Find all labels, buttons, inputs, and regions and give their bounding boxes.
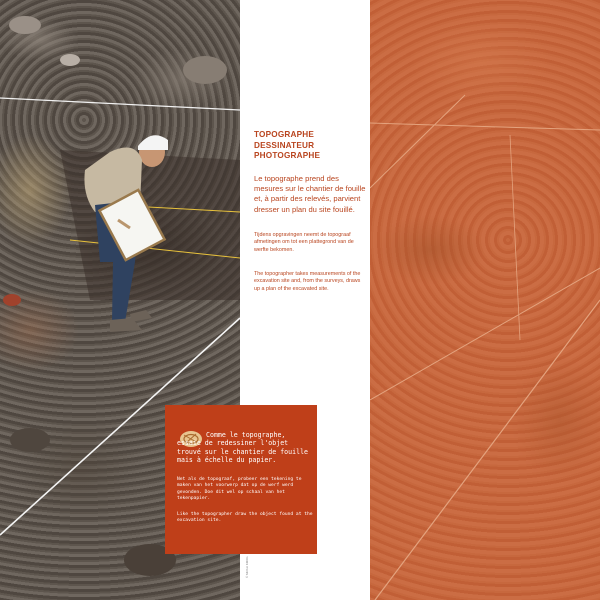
orange-texture-panel [370, 0, 600, 600]
survey-lines-decoration [370, 0, 600, 600]
activity-text-fr: Comme le topographe, essaie de redessiner l'objet trouvé sur le chantier de fouille mais à échelle du papier. [177, 431, 309, 465]
page-title: TOPOGRAPHE DESSINATEUR PHOTOGRAPHE [254, 130, 321, 160]
activity-box [165, 405, 317, 554]
activity-text-nl: Net als de topograaf, probeer een tekening te maken van het voorwerp dat op de werf werd gevonden. Doe dit wel op schaal van het tekenpapier. [177, 477, 302, 501]
description-en: The topographer takes measurements of the excavation site and, from the surveys, draws up a plan of the excavated site. [254, 271, 361, 292]
activity-text-en: Like the topographer draw the object found at the excavation site. [177, 512, 313, 524]
photo-credit: © MRAH KMKG [245, 556, 249, 578]
description-fr: Le topographe prend des mesures sur le chantier de fouille et, à partir des relevés, parvient dresser un plan du site fouillé. [254, 174, 366, 214]
description-nl: Tijdens opgravingen neemt de topograaf afmetingen om tot een plattegrond van de werfte bekomen. [254, 232, 354, 253]
